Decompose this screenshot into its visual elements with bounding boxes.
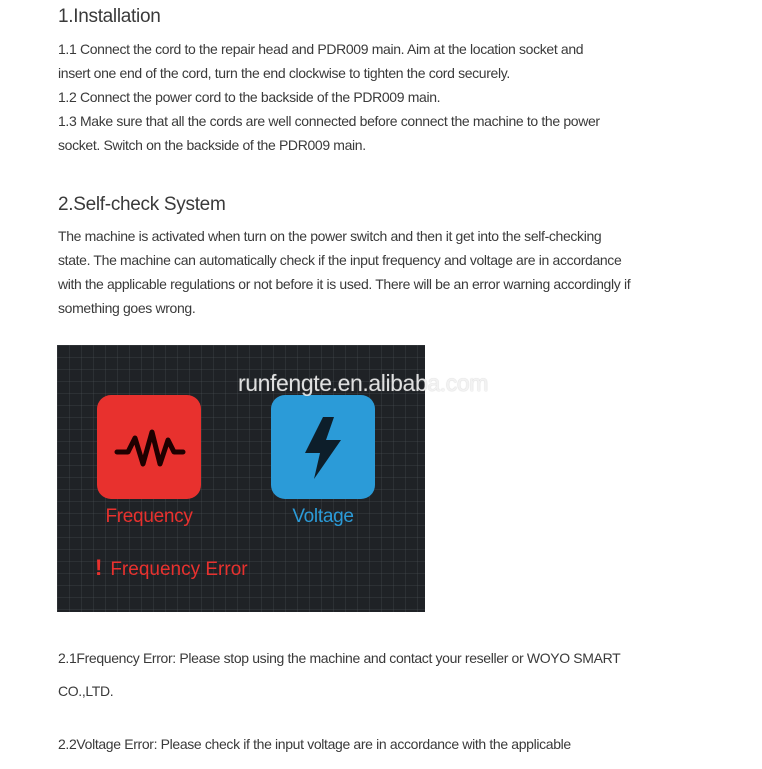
text-line: insert one end of the cord, turn the end clockwise to tighten the cord securely. (58, 65, 510, 81)
text-line: 2.2Voltage Error: Please check if the input voltage are in accordance with the applicable (58, 736, 571, 752)
voltage-error-instructions (58, 732, 709, 756)
lightning-bolt-icon (271, 395, 375, 499)
installation-step-1-3 (58, 109, 709, 157)
text-line: 1.3 Make sure that all the cords are well connected before connect the machine to the power (58, 113, 600, 129)
text-line: CO.,LTD. (58, 683, 114, 699)
installation-step-1-1 (58, 37, 709, 85)
text-line: state. The machine can automatically check if the input frequency and voltage are in accordance (58, 252, 622, 268)
installation-step-1-2 (58, 85, 709, 109)
frequency-tile (97, 395, 201, 499)
text-line: something goes wrong. (58, 300, 196, 316)
watermark: runfengte.en.alibaba.com (238, 370, 488, 396)
voltage-tile (271, 395, 375, 499)
installation-heading: 1.Installation (58, 6, 161, 27)
self-check-intro (58, 224, 709, 320)
frequency-error-text: Frequency Error (110, 559, 248, 580)
exclamation-icon: ! (95, 555, 103, 580)
text-line: The machine is activated when turn on the power switch and then it get into the self-checking (58, 228, 602, 244)
voltage-label: Voltage (292, 506, 354, 527)
text-line: 2.1Frequency Error: Please stop using the machine and contact your reseller or WOYO SMART (58, 650, 621, 666)
waveform-icon (97, 395, 201, 499)
text-line: with the applicable regulations or not before it is used. There will be an error warning accordingly if (58, 276, 631, 292)
self-check-heading: 2.Self-check System (58, 194, 226, 215)
text-line: 1.1 Connect the cord to the repair head and PDR009 main. Aim at the location socket and (58, 41, 584, 57)
frequency-error-message (95, 555, 248, 581)
text-line: 1.2 Connect the power cord to the backside of the PDR009 main. (58, 89, 441, 105)
text-line: socket. Switch on the backside of the PDR009 main. (58, 137, 366, 153)
frequency-error-instructions (58, 642, 709, 708)
frequency-label: Frequency (105, 506, 193, 527)
